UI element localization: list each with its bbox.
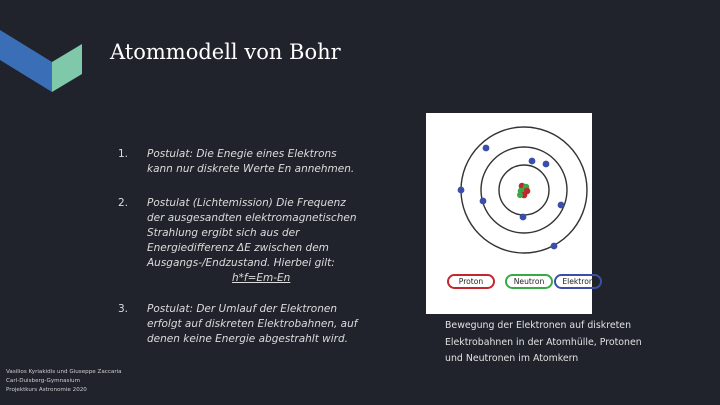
- postulate-text: [147, 147, 372, 177]
- neutron: [517, 192, 523, 198]
- electron: [529, 158, 536, 165]
- author-credits: [6, 368, 122, 395]
- nucleus: [517, 183, 530, 199]
- legend-electron: Elektron: [554, 274, 602, 289]
- postulate-line: Postulat: Der Umlauf der Elektronen: [147, 303, 337, 315]
- electron: [458, 187, 465, 194]
- author-line: Vasilios Kyriakidis und Giuseppe Zaccaria: [6, 369, 122, 375]
- postulate-line: Postulat: Die Enegie eines Elektrons: [147, 148, 337, 160]
- electron: [543, 161, 550, 168]
- author-line: Projektkurs Astronomie 2020: [6, 387, 87, 393]
- postulate-number: 2.: [118, 197, 129, 209]
- postulate-line: denen keine Energie abgestrahlt wird.: [147, 333, 349, 345]
- postulate-line: Postulat (Lichtemission) Die Frequenz: [147, 197, 346, 209]
- electron: [483, 145, 490, 152]
- legend-proton: Proton: [447, 274, 495, 289]
- caption-line: und Neutronen im Atomkern: [445, 353, 579, 364]
- postulate-line: Energiedifferenz ΔE zwischen dem: [147, 242, 329, 254]
- postulate-text: [147, 302, 372, 347]
- postulate-line: kann nur diskrete Werte En annehmen.: [147, 163, 355, 175]
- figure-caption: [445, 318, 645, 368]
- caption-line: Bewegung der Elektronen auf diskreten: [445, 320, 632, 331]
- postulate-text: [147, 196, 372, 286]
- electron: [551, 243, 558, 250]
- slide-title: Atommodell von Bohr: [110, 40, 341, 64]
- author-line: Carl-Duisberg-Gymnasium: [6, 378, 81, 384]
- postulate-line: Ausgangs-/Endzustand. Hierbei gilt:: [147, 257, 335, 269]
- bohr-model-figure: [426, 113, 592, 314]
- caption-line: Elektrobahnen in der Atomhülle, Protonen: [445, 336, 642, 348]
- legend-neutron: Neutron: [505, 274, 553, 289]
- electron: [558, 202, 565, 209]
- formula: h*f=Em-En: [232, 272, 291, 284]
- corner-decoration: [0, 0, 90, 110]
- electron: [520, 214, 527, 221]
- postulate-line: erfolgt auf diskreten Elektrobahnen, auf: [147, 318, 358, 330]
- corner-stripe-green: [52, 44, 82, 92]
- postulate-line: der ausgesandten elektromagnetischen: [147, 212, 357, 224]
- corner-stripe-blue: [0, 30, 52, 92]
- formula-line: [147, 271, 372, 286]
- postulate-number: 3.: [118, 303, 129, 315]
- postulate-number: 1.: [118, 148, 129, 160]
- postulate-line: Strahlung ergibt sich aus der: [147, 227, 300, 239]
- electron: [480, 198, 487, 205]
